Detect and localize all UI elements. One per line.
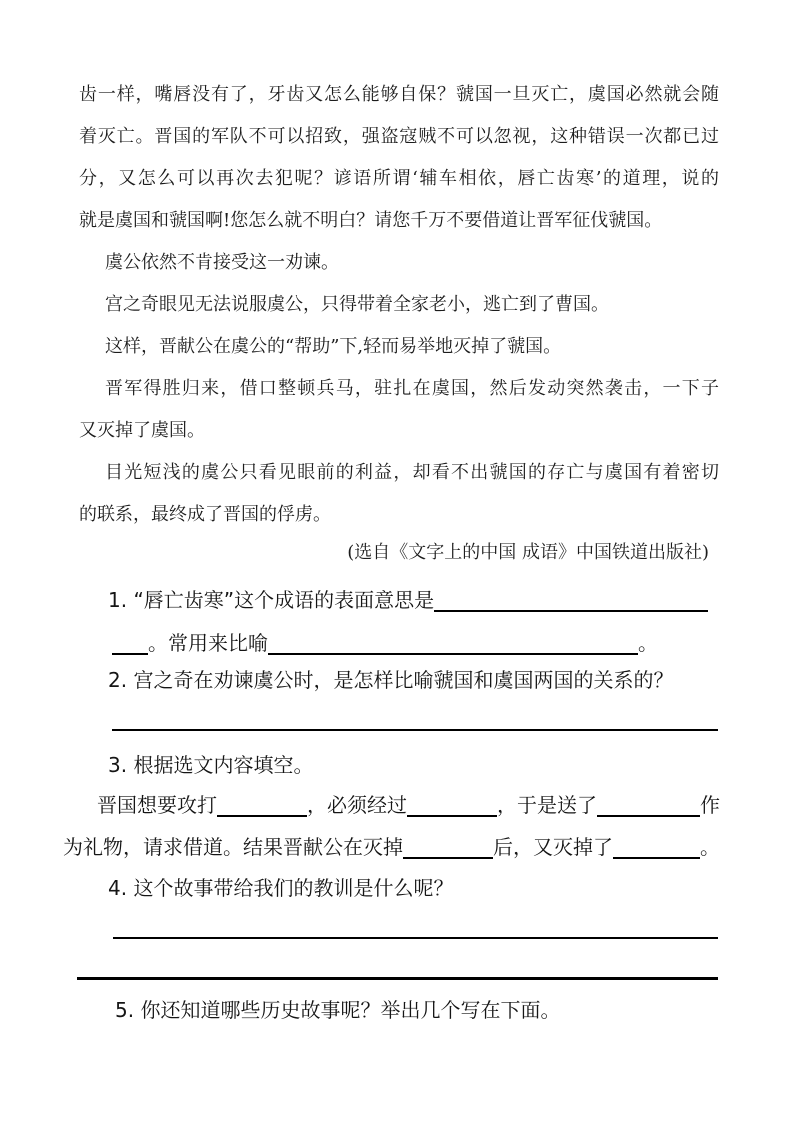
question-3-title: 3. 根据选文内容填空。: [108, 753, 314, 777]
question-4: 4. 这个故事带给我们的教训是什么呢？: [108, 876, 454, 900]
question-1-blank-2: [268, 650, 638, 655]
passage-line: 目光短浅的虞公只看见眼前的利益，却看不出虢国的存亡与虞国有着密切: [105, 462, 719, 483]
passage-line: 晋军得胜归来，借口整顿兵马，驻扎在虞国，然后发动突然袭击，一下子: [105, 378, 719, 399]
passage-line: 这样，晋献公在虞公的“帮助”下,轻而易举地灭掉了虢国。: [105, 336, 562, 357]
fill-text: 为礼物，请求借道。结果晋献公在灭掉: [63, 835, 403, 859]
question-5: 5. 你还知道哪些历史故事呢？举出几个写在下面。: [115, 998, 561, 1022]
passage-line: 着灭亡。晋国的军队不可以招致，强盗寇贼不可以忽视，这种错误一次都已过: [79, 126, 719, 147]
question-1-period: 。: [638, 631, 658, 655]
question-1-line-1: [108, 587, 708, 613]
question-3-blank-5: [613, 854, 700, 859]
question-3-blank-2: [407, 812, 497, 817]
question-3-blank-3: [597, 812, 700, 817]
fill-text: ，必须经过: [307, 793, 407, 817]
question-3-blank-1: [217, 812, 307, 817]
question-4-answer-line-1: [113, 937, 718, 939]
question-1-blank-1: [434, 607, 708, 612]
question-3-fill-line-1: [97, 792, 720, 818]
question-2-answer-line: [112, 729, 718, 731]
passage-line: 又灭掉了虞国。: [79, 420, 205, 441]
fill-text: 晋国想要攻打: [97, 793, 217, 817]
question-2: 2. 宫之奇在劝谏虞公时，是怎样比喻虢国和虞国两国的关系的？: [108, 668, 674, 692]
passage-line: 就是虞国和虢国啊!您怎么就不明白？请您千万不要借道让晋军征伐虢国。: [79, 210, 663, 231]
question-1-text-2: 。常用来比喻: [148, 631, 268, 655]
question-1-blank-1-continued: [112, 650, 148, 655]
question-3-blank-4: [403, 854, 493, 859]
passage-line: 虞公依然不肯接受这一劝谏。: [105, 252, 339, 273]
fill-text: ，于是送了: [497, 793, 597, 817]
passage-line: 分，又怎么可以再次去犯呢？谚语所谓‘辅车相依，唇亡齿寒’的道理，说的: [79, 168, 719, 189]
fill-text: 作: [700, 793, 720, 817]
passage-line: 的联系，最终成了晋国的俘虏。: [79, 504, 331, 525]
passage-line: 宫之奇眼见无法说服虞公，只得带着全家老小，逃亡到了曹国。: [105, 294, 609, 315]
fill-text: 。: [700, 835, 720, 859]
question-1-line-2: [112, 630, 658, 656]
question-1-text: 1. “唇亡齿寒”这个成语的表面意思是: [108, 588, 435, 612]
fill-text: 后，又灭掉了: [493, 835, 613, 859]
passage-line: 齿一样，嘴唇没有了，牙齿又怎么能够自保？虢国一旦灭亡，虞国必然就会随: [79, 84, 719, 105]
question-3-fill-line-2: [63, 834, 720, 860]
question-4-answer-line-2: [77, 977, 718, 980]
passage-source-citation: (选自《文字上的中国 成语》中国铁道出版社): [347, 542, 709, 563]
